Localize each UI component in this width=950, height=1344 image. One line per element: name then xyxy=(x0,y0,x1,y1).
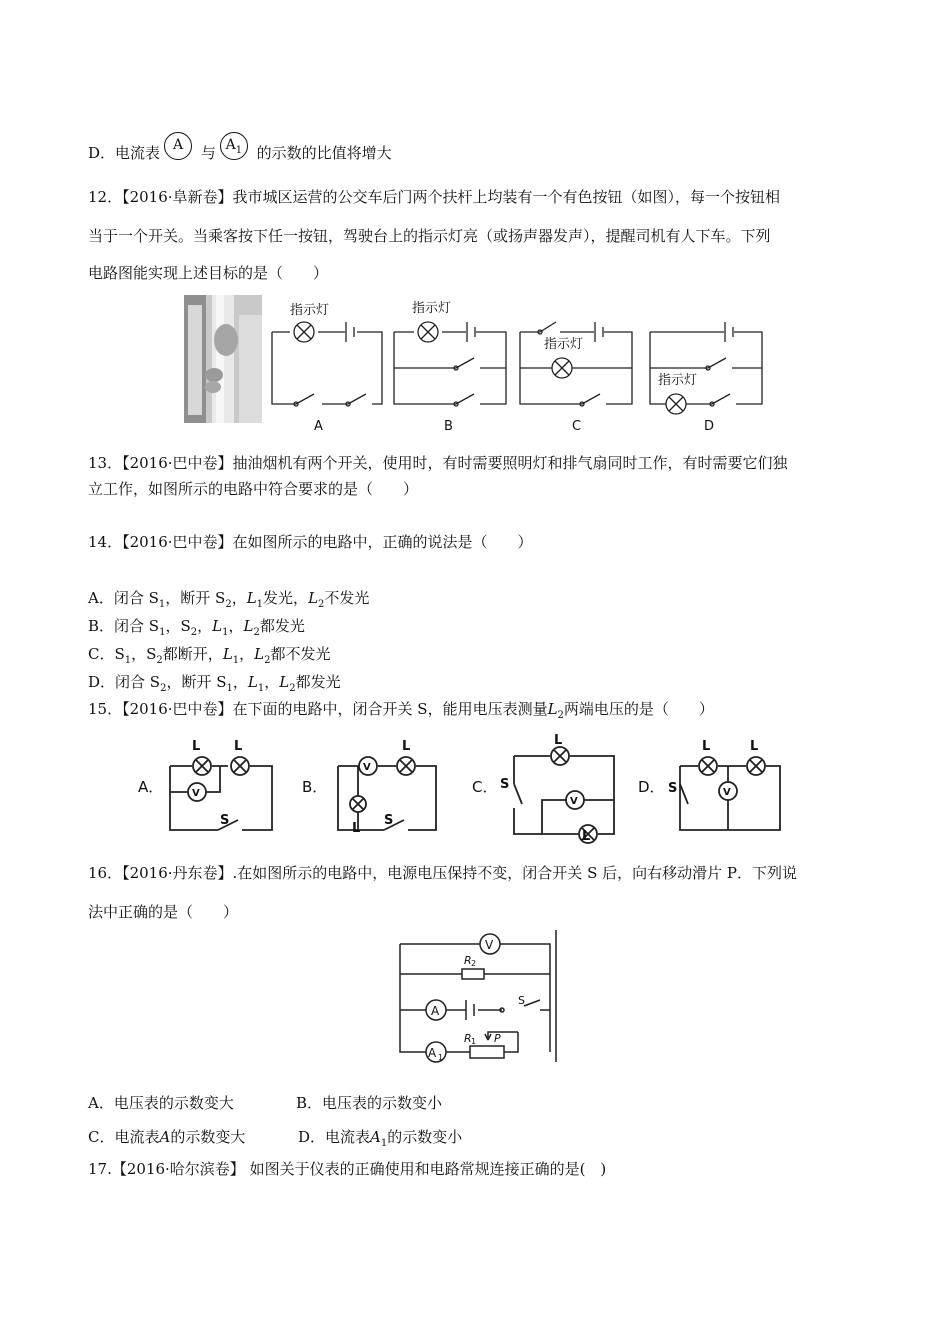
q16-option-d: D．电流表$A_1$的示数变小 xyxy=(298,1128,463,1149)
svg-text:V: V xyxy=(723,787,731,798)
q15-stem: 15．【2016·巴中卷】在下面的电路中，闭合开关 S，能用电压表测量$L_2$两端电压的是（ ） xyxy=(88,700,714,721)
lamp-label-d: 指示灯 xyxy=(658,373,698,388)
q15-label-b: B． xyxy=(302,778,328,796)
svg-text:S: S xyxy=(220,813,230,828)
q11-option-d: D．电流表 A 与 $A_1$ 的示数的比值将增大 xyxy=(88,140,392,168)
svg-text:L: L xyxy=(702,739,711,754)
svg-text:1: 1 xyxy=(471,1037,477,1046)
q15-label-d: D． xyxy=(638,778,665,796)
svg-text:L: L xyxy=(352,821,361,836)
svg-text:P: P xyxy=(494,1032,501,1045)
lamp-label-b: 指示灯 xyxy=(412,301,452,316)
q12-stem-line3: 电路图能实现上述目标的是（ ） xyxy=(88,264,329,282)
q15-circuit-options xyxy=(130,732,790,844)
q12-stem-line2: 当于一个开关。当乘客按下任一按钮，驾驶台上的指示灯亮（或扬声器发声），提醒司机有人下车。下列 xyxy=(88,227,771,245)
q15-label-a: A． xyxy=(138,778,164,796)
q13-stem-line1: 13．【2016·巴中卷】抽油烟机有两个开关，使用时，有时需要照明灯和排气扇同时工作，有时需要它们独 xyxy=(88,454,788,472)
q14-option-b: B．闭合 $S_1$，$S_2$，$L_1$，$L_2$都发光 xyxy=(88,617,305,638)
svg-text:A: A xyxy=(428,1046,437,1060)
svg-text:L: L xyxy=(554,733,563,748)
ammeter-a1-icon: $A_1$ xyxy=(220,132,248,160)
q13-stem-line2: 立工作，如图所示的电路中符合要求的是（ ） xyxy=(88,480,419,498)
svg-text:S: S xyxy=(668,781,678,796)
option-label-d: D xyxy=(704,419,715,434)
q16-stem-line2: 法中正确的是（ ） xyxy=(88,903,239,921)
svg-text:S: S xyxy=(518,994,525,1007)
option-label-b: B xyxy=(444,419,453,434)
q14-option-a: A．闭合 $S_1$，断开 $S_2$，$L_1$发光，$L_2$不发光 xyxy=(88,589,370,610)
svg-text:V: V xyxy=(363,762,371,773)
ammeter-a-icon: A xyxy=(164,132,192,160)
svg-text:L: L xyxy=(402,739,411,754)
svg-text:2: 2 xyxy=(471,959,477,968)
svg-text:V: V xyxy=(192,788,200,799)
lamp-label-a: 指示灯 xyxy=(290,303,330,318)
svg-text:L: L xyxy=(582,829,591,844)
svg-text:S: S xyxy=(500,777,510,792)
q12-circuit-options xyxy=(262,296,774,434)
svg-text:1: 1 xyxy=(438,1053,444,1062)
q15-label-c: C． xyxy=(472,778,498,796)
svg-text:S: S xyxy=(384,813,394,828)
option-label-a: A xyxy=(314,419,323,434)
svg-text:L: L xyxy=(234,739,243,754)
q14-option-c: C．$S_1$，$S_2$都断开，$L_1$，$L_2$都不发光 xyxy=(88,645,331,666)
svg-text:R: R xyxy=(464,1032,472,1045)
svg-text:L: L xyxy=(192,739,201,754)
lamp-label-c: 指示灯 xyxy=(544,337,584,352)
svg-text:R: R xyxy=(464,954,472,967)
q16-option-c: C．电流表A的示数变大 xyxy=(88,1128,246,1146)
option-label-c: C xyxy=(572,419,582,434)
q17-stem: 17.【2016·哈尔滨卷】 如图关于仪表的正确使用和电路常规连接正确的是( ) xyxy=(88,1160,607,1178)
q16-option-a: A．电压表的示数变大 xyxy=(88,1094,234,1112)
q14-stem: 14．【2016·巴中卷】在如图所示的电路中，正确的说法是（ ） xyxy=(88,533,533,551)
svg-text:L: L xyxy=(750,739,759,754)
q14-option-d: D．闭合 $S_2$，断开 $S_1$，$L_1$，$L_2$都发光 xyxy=(88,673,341,694)
q12-stem-line1: 12．【2016·阜新卷】我市城区运营的公交车后门两个扶杆上均装有一个有色按钮（如图），每一个按钮相 xyxy=(88,188,781,206)
svg-text:V: V xyxy=(485,938,494,952)
bus-button-photo xyxy=(184,295,262,423)
svg-text:V: V xyxy=(570,796,578,807)
q16-option-b: B．电压表的示数变小 xyxy=(296,1094,443,1112)
q16-stem-line1: 16．【2016·丹东卷】.在如图所示的电路中，电源电压保持不变，闭合开关 S 后，向右移动滑片 P．下列说 xyxy=(88,864,797,882)
svg-text:A: A xyxy=(431,1004,440,1018)
q16-circuit xyxy=(390,928,562,1064)
